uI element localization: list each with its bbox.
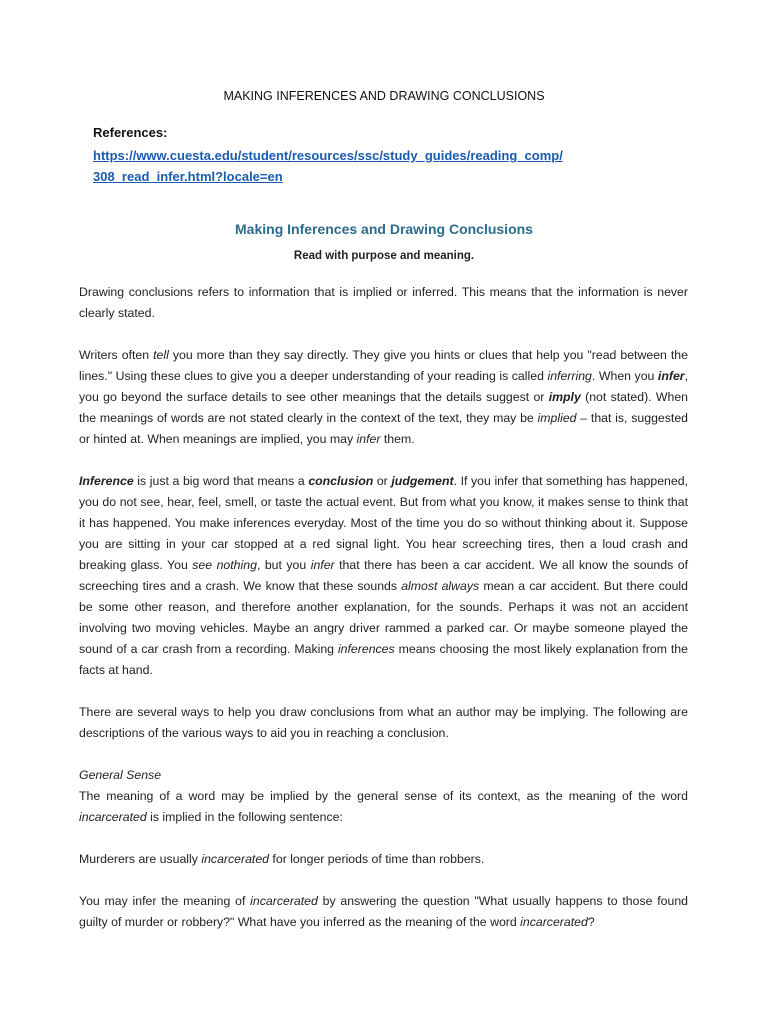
emphasis-almost-always: almost always (401, 579, 480, 593)
paragraph-several-ways: There are several ways to help you draw conclusions from what an author may be implying. The following are descriptions of the various ways to aid you in reaching a conclusion. (79, 705, 688, 740)
section-subheading: Read with purpose and meaning. (293, 250, 475, 262)
text-span: Murderers are usually (79, 852, 202, 866)
text-span: You may infer the meaning of (79, 894, 251, 908)
text-span: The meaning of a word may be implied by the general sense of its context, as the meaning of the word (79, 789, 688, 803)
emphasis-infer: infer (657, 369, 685, 383)
emphasis-inferences: inferences (337, 642, 395, 656)
text-span: – that is, suggested or hinted at. When meanings are implied, you may (79, 411, 688, 446)
reference-link-line-2[interactable]: 308_read_infer.html?locale=en (93, 169, 283, 184)
emphasis-infer-2: infer (356, 432, 381, 446)
emphasis-incarcerated: incarcerated (250, 894, 318, 908)
general-sense-label: General Sense (79, 768, 162, 782)
text-span: . When you (591, 369, 658, 383)
paragraph-infer-meaning (79, 891, 688, 933)
text-span: means choosing the most likely explanation from the facts at hand. (79, 642, 688, 677)
text-span: , but you (256, 558, 311, 572)
emphasis-imply: imply (548, 390, 581, 404)
paragraph-inference (79, 471, 688, 681)
text-span: is just a big word that means a (133, 474, 309, 488)
text-span: or (373, 474, 392, 488)
paragraph-general-sense (79, 786, 688, 828)
text-span: Writers often (79, 348, 154, 362)
paragraph-writers-often (79, 345, 688, 450)
emphasis-tell: tell (153, 348, 169, 362)
emphasis-inference: Inference (79, 474, 134, 488)
reference-link-line-1[interactable]: https://www.cuesta.edu/student/resources/ssc/study_guides/reading_comp/ (93, 148, 563, 163)
emphasis-incarcerated: incarcerated (79, 810, 147, 824)
emphasis-implied: implied (537, 411, 577, 425)
emphasis-see-nothing: see nothing (192, 558, 257, 572)
body-text (79, 282, 688, 933)
text-span: mean a car accident. But there could be some other reason, and therefore another explanation, for the sounds. Perhaps it was not an accident involving two moving vehicles. Maybe an angry driver rammed a parked car. Or maybe someone played the sound of a car crash from a recording. Making (79, 579, 688, 656)
text-span: , you go beyond the surface details to see other meanings that the details suggest or (79, 369, 688, 404)
document-title: MAKING INFERENCES AND DRAWING CONCLUSIONS (223, 89, 545, 103)
paragraph-drawing-conclusions: Drawing conclusions refers to information that is implied or inferred. This means that the information is never clearly stated. (79, 285, 688, 320)
emphasis-inferring: inferring (547, 369, 592, 383)
references-block (93, 124, 693, 187)
paragraph-murderers (79, 849, 688, 870)
emphasis-judgement: judgement (391, 474, 454, 488)
text-span: . If you infer that something has happened, you do not see, hear, feel, smell, or taste the actual event. But from what you know, it makes sense to think that it has happened. You make inferences everyday. Most of the time you do so without thinking about it. Suppose you are sitting in your car stopped at a red signal light. You hear screeching tires, then a loud crash and breaking glass. You (79, 474, 688, 572)
text-span: by answering the question "What usually happens to those found guilty of murder or robbery?" What have you inferred as the meaning of the word (79, 894, 688, 929)
text-span: is implied in the following sentence: (146, 810, 343, 824)
text-span: (not stated). When the meanings of words are not stated clearly in the context of the text, they may be (79, 390, 688, 425)
text-span: you more than they say directly. They give you hints or clues that help you "read between the lines." Using these clues to give you a deeper understanding of your reading is called (79, 348, 688, 383)
section-heading: Making Inferences and Drawing Conclusions (235, 221, 533, 237)
emphasis-infer: infer (310, 558, 335, 572)
text-span: for longer periods of time than robbers. (269, 852, 485, 866)
emphasis-incarcerated: incarcerated (201, 852, 270, 866)
emphasis-incarcerated-2: incarcerated (520, 915, 588, 929)
emphasis-conclusion: conclusion (308, 474, 374, 488)
text-span: them. (380, 432, 415, 446)
text-span: ? (587, 915, 595, 929)
text-span: that there has been a car accident. We all know the sounds of screeching tires and a crash. We know that these sounds (79, 558, 688, 593)
references-label: References: (93, 125, 168, 140)
